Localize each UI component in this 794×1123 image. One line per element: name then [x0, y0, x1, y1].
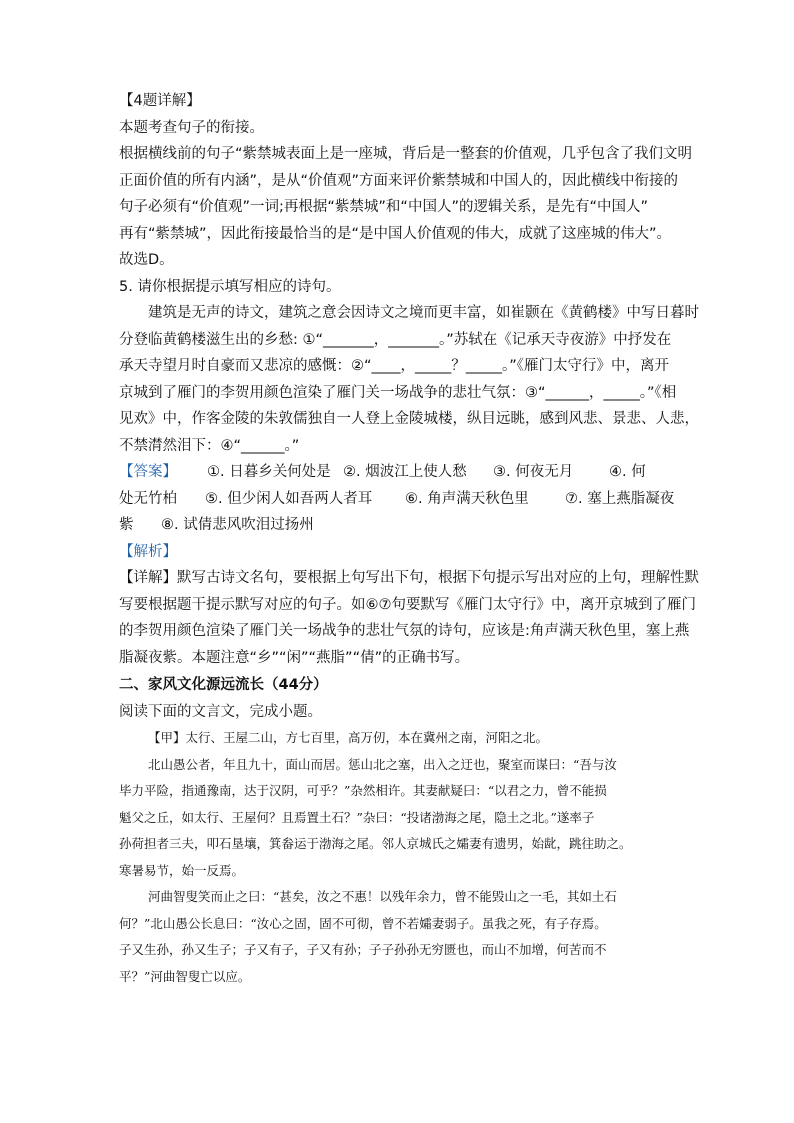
detail-label: 【详解】 [119, 570, 177, 586]
answer-item: 处无竹柏 [119, 490, 177, 507]
classical-text [119, 725, 679, 990]
answer-item: ①. 日暮乡关何处是 [207, 464, 331, 480]
answer-item: ⑧. 试倩悲风吹泪过扬州 [161, 517, 314, 533]
classical-line-10: 平？”河曲智叟亡以应。 [119, 968, 251, 984]
section-2-instruction: 阅读下面的文言文，完成小题。 [119, 703, 322, 720]
answer-item: ③. 何夜无月 [493, 464, 574, 480]
classical-line-9: 子又生孙，孙又生子；子又有子，子又有孙；子子孙孙无穷匮也，而山不加增，何苦而不 [119, 942, 607, 957]
q5-paragraph-line-5: 见欢》中，作客金陵的朱敦儒独自一人登上金陵城楼，纵目远眺，感到风悲、景悲、人悲， [119, 411, 699, 427]
analysis-label: 【解析】 [119, 543, 177, 560]
analysis-line-4: 脂凝夜紫。本题注意“乡”“闲”“燕脂”“倩”的正确书写。 [119, 649, 470, 666]
analysis-line-2: 写要根据题干提示默写对应的句子。如⑥⑦句要默写《雁门太守行》中，离开京城到了雁门 [119, 596, 696, 613]
q4-line-2: 根据横线前的句子“紫禁城表面上是一座城，背后是一整套的价值观，几乎包含了我们文明 [119, 146, 693, 162]
classical-line-7: 河曲智叟笑而止之曰：“甚矣，汝之不惠！以残年余力，曾不能毁山之一毛，其如土石 [148, 889, 617, 904]
analysis-text: 默写古诗文名句，要根据上句写出下句，根据下句提示写出对应的上句，理解性默 [177, 570, 699, 586]
classical-line-5: 孙荷担者三夫，叩石垦壤，箕畚运于渤海之尾。邻人京城氏之孀妻有遗男，始龀，跳往助之。 [119, 836, 632, 851]
q4-line-1: 本题考查句子的衔接。 [119, 119, 264, 136]
analysis-line-3: 的李贺用颜色渲染了雁门关一场战争的悲壮气氛的诗句，应该是:角声满天秋色里，塞上燕 [119, 623, 690, 639]
answer-row-2 [119, 486, 679, 513]
answer-item: ④. 何 [609, 464, 646, 480]
q5-paragraph-line-3: 承天寺望月时自豪而又悲凉的感慨：②“____，_____？_____。”《雁门太守行》中，离开 [119, 358, 670, 374]
classical-line-1: 【甲】太行、王屋二山，方七百里，高万仞，本在冀州之南，河阳之北。 [148, 730, 549, 745]
answer-label: 【答案】 [119, 464, 177, 480]
classical-line-3: 毕力平险，指通豫南，达于汉阴，可乎？”杂然相许。其妻献疑曰：“以君之力，曾不能损 [119, 783, 607, 798]
answer-item: ⑦. 塞上燕脂凝夜 [565, 490, 675, 507]
q5-paragraph-line-6: 不禁潸然泪下：④“______。” [119, 437, 300, 454]
answer-item: ⑥. 角声满天秋色里 [405, 490, 529, 507]
q4-line-3: 正面价值的所有内涵”，是从“价值观”方面来评价紫禁城和中国人的，因此横线中衔接的 [119, 172, 679, 189]
q4-line-5: 再有“紫禁城”，因此衔接最恰当的是“是中国人价值观的伟大，成就了这座城的伟大”。 [119, 225, 672, 242]
classical-line-2: 北山愚公者，年且九十，面山而居。惩山北之塞，出入之迂也，聚室而谋曰：“吾与汝 [148, 756, 617, 772]
q5-title: 5. 请你根据提示填写相应的诗句。 [119, 278, 341, 295]
answer-item: ②. 烟波江上使人愁 [343, 464, 467, 480]
answer-row-3 [119, 512, 679, 539]
q4-line-4: 句子必须有“价值观”一词;再根据“紫禁城”和“中国人”的逻辑关系，是先有“中国人” [119, 199, 648, 215]
answer-item: 紫 [119, 517, 134, 533]
answer-item: ⑤. 但少闲人如吾两人者耳 [205, 490, 373, 507]
document-page [119, 88, 699, 990]
classical-line-4: 魁父之丘，如太行、王屋何？且焉置土石？”杂曰：“投诸渤海之尾，隐土之北。”遂率子 [119, 809, 595, 825]
classical-line-8: 何？”北山愚公长息曰：“汝心之固，固不可彻，曾不若孀妻弱子。虽我之死，有子存焉。 [119, 915, 607, 931]
classical-line-6: 寒暑易节，始一反焉。 [119, 862, 245, 878]
q4-detail-header: 【4题详解】 [119, 93, 201, 109]
q5-paragraph-line-4: 京城到了雁门的李贺用颜色渲染了雁门关一场战争的悲壮气氛：③“______，_____。”《相 [119, 384, 677, 401]
answer-row-1 [119, 459, 679, 486]
q5-paragraph-line-2: 分登临黄鹤楼滋生出的乡愁: ①“_______，_______。”苏轼在《记承天寺夜游》中抒发在 [119, 331, 672, 348]
q5-paragraph-line-1: 建筑是无声的诗文，建筑之意会因诗文之境而更丰富，如崔颢在《黄鹤楼》中写日暮时 [148, 305, 699, 321]
q4-line-6: 故选D。 [119, 252, 174, 268]
answer-block [119, 459, 679, 539]
analysis-line-1 [119, 565, 699, 592]
section-2-title: 二、家风文化源远流长（44分） [119, 677, 328, 693]
